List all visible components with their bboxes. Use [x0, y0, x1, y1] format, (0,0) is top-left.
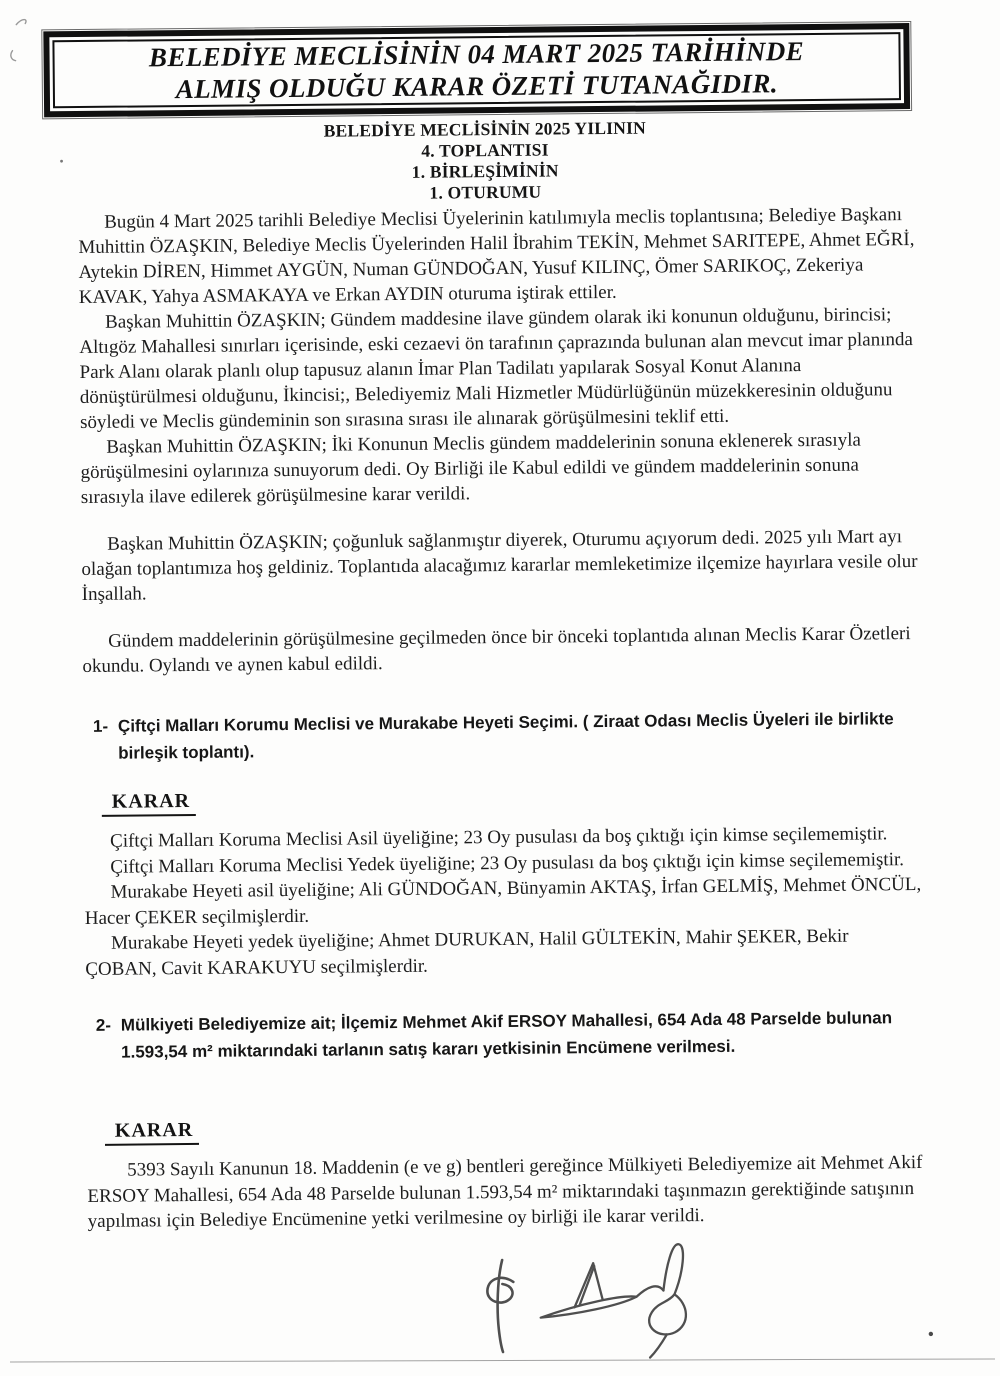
- meeting-subheader: [0, 114, 973, 207]
- karar-1-paragraph: Çiftçi Malları Koruma Meclisi Yedek üyeliğine; 23 Oy pusulası da boş çıktığı için kimse seçilememiştir.: [110, 848, 905, 878]
- document-body: [78, 202, 926, 1234]
- document-title-line-1: BELEDİYE MECLİSİNİN 04 MART 2025 TARİHİNDE: [148, 35, 805, 72]
- title-box-inner: [52, 32, 901, 108]
- agenda-item-2: [96, 1004, 906, 1066]
- paragraph-previous-minutes: Gündem maddelerinin görüşülmesine geçilmeden önce bir önceki toplantıda alınan Meclis Karar Özetleri okundu. Oylandı ve aynen kabul edildi.: [82, 623, 911, 678]
- ink-dot: [929, 1332, 933, 1336]
- signature-right: [540, 1244, 686, 1359]
- subheader-assembly-line: 1. BİRLEŞİMİNİN: [411, 160, 559, 182]
- karar-1-paragraph: Çiftçi Malları Koruma Meclisi Asil üyeliğine; 23 Oy pusulası da boş çıktığı için kimse seçilememiştir.: [109, 823, 888, 852]
- signature-left-paraph: [487, 1260, 514, 1352]
- karar-2-block: [87, 1150, 926, 1235]
- paragraph-vote-on-additions: Başkan Muhittin ÖZAŞKIN; İki Konunun Meclis gündem maddelerinin sonuna eklenerek sırasıyla görüşülmesini oylarınıza sunuyorum dedi. Oy Birliği ile Kabul edildi ve gündem maddelerinin sonuna sırasıyla ilave edilerek görüşülmesine karar verildi.: [80, 429, 861, 509]
- subheader-sitting-line: 1. OTURUMU: [429, 181, 542, 203]
- karar-1-paragraph: Murakabe Heyeti asil üyeliğine; Ali GÜNDOĞAN, Bünyamin AKTAŞ, İrfan GELMİŞ, Mehmet ÖNCÜL, Hacer ÇEKER seçilmişlerdir.: [84, 873, 922, 929]
- agenda-item-2-number: 2-: [95, 1015, 112, 1035]
- karar-1-block: [84, 821, 923, 982]
- paragraph-attendance: Bugün 4 Mart 2025 tarihli Belediye Meclisi Üyelerinin katılımıyla meclis toplantısına; Belediye Başkanı Muhittin ÖZAŞKIN, Belediye Meclis Üyelerinden Halil İbrahim TEKİN, Mehmet SARITEPE, Ahmet EĞRİ, Aytekin DİREN, Himmet AYGÜN, Numan GÜNDOĞAN, Yusuf KILINÇ, Ömer SARIKOÇ, Zekeriya KAVAK, Yahya ASMAKAYA ve Erkan AYDIN oturuma iştirak ettiler.: [78, 204, 915, 309]
- paragraph-agenda-additions: Başkan Muhittin ÖZAŞKIN; Gündem maddesine ilave gündem olarak iki konunun olduğunu, birincisi; Altıgöz Mahallesi sınırları içerisinde, eski cezaevi ön tarafının çaprazında bulunan alan mevcut imar planında Park Alanı olarak planlı olup tapusuz alanın İmar Plan Tadilatı yapılarak Sosyal Konut Alanına dönüştürülmesi olduğunu, İkincisi;, Belediyemiz Mali Hizmetler Müdürlüğünün müzekkeresinin olduğunu söyledi ve Meclis gündeminin son sırasına sırası ile alınarak görüşülmesini teklif etti.: [79, 304, 913, 434]
- karar-1-paragraph: Murakabe Heyeti yedek üyeliğine; Ahmet DURUKAN, Halil GÜLTEKİN, Mahir ŞEKER, Bekir ÇOBAN, Cavit KARAKUYU seçilmişlerdir.: [85, 925, 849, 980]
- karar-heading-1: KARAR: [102, 790, 197, 817]
- title-box: [43, 23, 910, 117]
- document-title-line-2: ALMIŞ OLDUĞU KARAR ÖZETİ TUTANAĞIDIR.: [175, 67, 779, 104]
- subheader-session-line: 4. TOPLANTISI: [421, 139, 549, 161]
- agenda-item-1-title: Çiftçi Malları Korumu Meclisi ve Murakabe Heyeti Seçimi. ( Ziraat Odası Meclis Üyeleri ile birlikte birleşik toplantı).: [117, 709, 894, 763]
- agenda-item-2-title: Mülkiyeti Belediyemize ait; İlçemiz Mehmet Akif ERSOY Mahallesi, 654 Ada 48 Parselde bulunan 1.593,54 m² miktarındaki tarlanın satış kararı yetkisinin Encümene verilmesi.: [120, 1008, 893, 1062]
- karar-2-paragraph: 5393 Sayılı Kanunun 18. Maddenin (e ve g) bentleri gereğince Mülkiyeti Belediyemize ait Mehmet Akif ERSOY Mahallesi, 654 Ada 48 Parselde bulunan 1.593,54 m² miktarındaki taşınmazın gerektiğinde satışının yapılması için Belediye Encümenine yetki verilmesine oy birliği ile karar verildi.: [87, 1151, 923, 1232]
- paragraph-opening: Başkan Muhittin ÖZAŞKIN; çoğunluk sağlanmıştır diyerek, Oturumu açıyorum dedi. 2025 yılı Mart ayı olağan toplantımıza hoş geldiniz. Toplantıda alacağımız kararlar memleketimize ilçemize hayırlara vesile olur İnşallah.: [81, 526, 918, 606]
- karar-heading-2: KARAR: [105, 1119, 200, 1146]
- agenda-item-1-number: 1-: [92, 716, 109, 736]
- subheader-year-line: BELEDİYE MECLİSİNİN 2025 YILININ: [323, 117, 647, 141]
- agenda-item-1: [93, 705, 903, 767]
- pencil-marks: [11, 20, 27, 61]
